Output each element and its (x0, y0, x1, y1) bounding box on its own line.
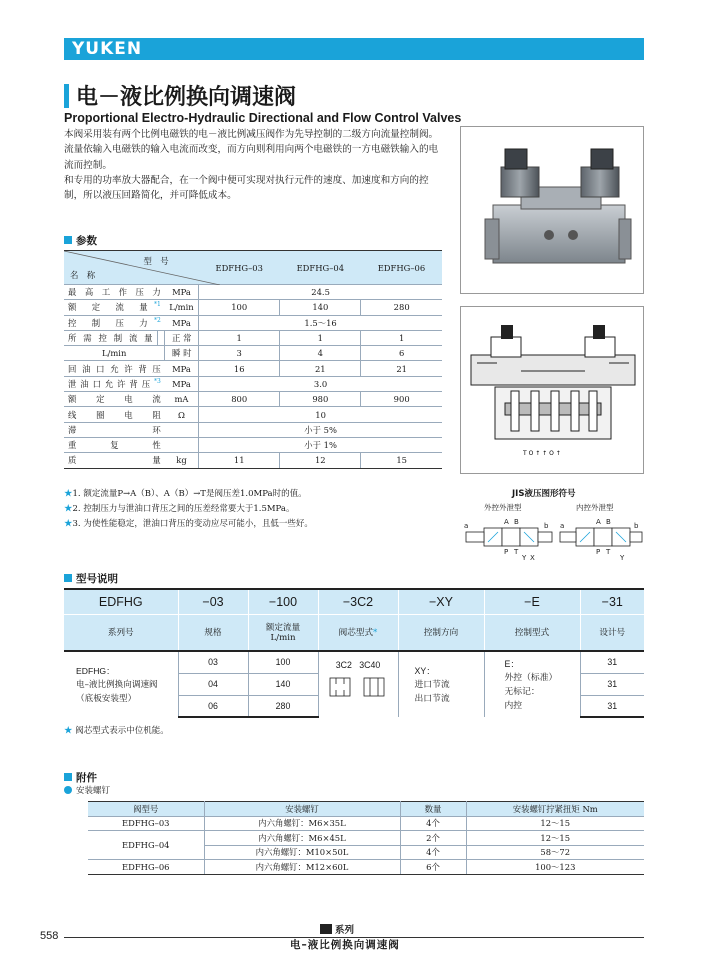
accessory-header: 阀型号 (88, 802, 204, 817)
row-unit: L/min (165, 300, 199, 315)
row-label: L/min (64, 346, 165, 361)
row-value: 800 (199, 392, 280, 407)
intro-text (64, 127, 444, 203)
row-value: 1 (199, 330, 280, 345)
code-cell: −XY (398, 589, 484, 614)
desc-cell: 设计号 (580, 614, 644, 651)
valve-photo-illustration (461, 127, 645, 295)
model-header: EDFHG–03 (199, 251, 280, 285)
page-number: 558 (40, 930, 59, 942)
row-label: 最高工作压力 (64, 285, 165, 300)
accessory-cell: 2个 (400, 831, 466, 846)
code-cell: −31 (580, 589, 644, 614)
ctrl-dir-text: 出口节流 (414, 693, 450, 704)
row-unit (165, 437, 199, 452)
accessory-cell: 100～123 (466, 860, 644, 875)
svg-text:a: a (560, 522, 565, 530)
row-value: 900 (361, 392, 442, 407)
svg-text:Y: Y (522, 554, 527, 562)
accessory-cell: 内六角螺钉：M6×35L (204, 816, 400, 831)
accessory-row (88, 831, 644, 846)
code-row (64, 589, 644, 614)
desc-cell: 控制型式 (484, 614, 580, 651)
model-heading (64, 571, 118, 586)
params-heading (64, 233, 97, 248)
intro-paragraph: 本阀采用装有两个比例电磁铁的电－液比例减压阀作为先导控制的二级方向流量控制阀。 (64, 129, 439, 140)
svg-text:T: T (514, 548, 519, 556)
svg-text:B: B (606, 518, 611, 526)
row-label (64, 300, 165, 315)
row-label (64, 315, 165, 330)
svg-text:B: B (514, 518, 519, 526)
table-row (64, 346, 442, 361)
table-row (64, 300, 442, 315)
accessory-row (88, 816, 644, 831)
row-label: 回油口允许背压 (64, 361, 165, 376)
star-icon: ★ (64, 489, 73, 499)
ctrl-type-code: E： (504, 658, 520, 669)
control-type-cell (484, 651, 580, 717)
accessory-cell: 58～72 (466, 845, 644, 860)
row-value: 11 (199, 453, 280, 468)
header-diagonal-cell (64, 251, 199, 285)
accessory-header: 数量 (400, 802, 466, 817)
svg-text:b: b (634, 522, 639, 530)
ctrl-dir-text: 进口节流 (414, 679, 450, 690)
row-value: 3 (199, 346, 280, 361)
table-row (64, 361, 442, 376)
row-value: 100 (199, 300, 280, 315)
row-value: 4 (280, 346, 361, 361)
jis-internal-label: 内控外泄型 (576, 503, 614, 512)
row-label: 所需控制流量 (64, 330, 157, 345)
param-notes (64, 487, 313, 532)
size-cell: 04 (178, 673, 248, 695)
accessory-sub-label: 安装螺钉 (76, 786, 111, 796)
header-type-label: 型 号 (143, 256, 169, 266)
spool-type: 3C40 (359, 660, 381, 670)
svg-text:A: A (596, 518, 601, 526)
accessory-header: 安装螺钉 (204, 802, 400, 817)
series-code: EDFHG： (76, 665, 115, 676)
accessory-subheading (64, 784, 110, 796)
row-label: 重 复 性 (64, 437, 165, 452)
accessory-cell: 6个 (400, 860, 466, 875)
row-sub-label: 瞬 时 (165, 346, 199, 361)
control-direction-cell (398, 651, 484, 717)
header-name-label: 名 称 (70, 270, 96, 280)
star-icon: * (373, 628, 378, 639)
page-title: 电－液比例换向调速阀 (76, 85, 297, 110)
row-sub-label: 正 常 (165, 330, 199, 345)
row-label: 滞 环 (64, 422, 165, 437)
accessory-heading (64, 770, 97, 785)
code-cell: EDFHG (64, 589, 178, 614)
row-label-text: 泄油口允许背压 (68, 378, 154, 389)
table-row (64, 453, 442, 468)
accessory-header-row (88, 802, 644, 817)
row-value: 1 (280, 330, 361, 345)
desc-cell: 规格 (178, 614, 248, 651)
row-value: 1.5～16 (199, 315, 442, 330)
svg-text:T: T (606, 548, 611, 556)
svg-text:a: a (464, 522, 469, 530)
flow-cell: 280 (248, 695, 318, 717)
table-row (64, 330, 442, 345)
code-cell: −E (484, 589, 580, 614)
desc-cell (318, 614, 398, 651)
accessory-header: 安装螺钉拧紧扭矩 Nm (466, 802, 644, 817)
cross-section-diagram (460, 306, 644, 474)
row-unit: Ω (165, 407, 199, 422)
row-label: 额 定 电 流 (64, 392, 165, 407)
spool-cell (318, 651, 398, 717)
desc-row (64, 614, 644, 651)
product-photo (460, 126, 644, 294)
accessory-cell: 内六角螺钉：M12×60L (204, 860, 400, 875)
header-bar (64, 38, 644, 60)
model-header: EDFHG–04 (280, 251, 361, 285)
row-value: 21 (280, 361, 361, 376)
model-code-table (64, 588, 644, 718)
accessory-cell: 4个 (400, 845, 466, 860)
size-cell: 06 (178, 695, 248, 717)
accessory-cell: 内六角螺钉：M6×45L (204, 831, 400, 846)
star-icon: ★ (64, 726, 76, 736)
svg-text:X: X (530, 554, 535, 562)
row-value: 1 (361, 330, 442, 345)
jis-title: JIS液压图形符号 (512, 489, 576, 499)
table-row (64, 315, 442, 330)
desc-cell: 额定流量 L/min (248, 614, 318, 651)
accessory-cell: 12～15 (466, 831, 644, 846)
accessory-heading-label: 附件 (76, 772, 97, 784)
brand-logo: YUKEN (72, 39, 143, 59)
ctrl-dir-code: XY： (414, 665, 436, 676)
desc-cell: 控制方向 (398, 614, 484, 651)
series-cell (64, 651, 178, 717)
table-row (64, 285, 442, 300)
spool-symbol-icon (320, 674, 396, 700)
heading-square (64, 773, 72, 781)
desc-cell: 系列号 (64, 614, 178, 651)
row-value: 16 (199, 361, 280, 376)
footer-series-label: 系列 (335, 925, 355, 936)
row-value: 24.5 (199, 285, 442, 300)
row-label-text: 额 定 流 量 (68, 302, 154, 313)
jis-symbol-diagram (460, 512, 644, 562)
code-cell: −100 (248, 589, 318, 614)
table-header-row (64, 251, 442, 285)
series-desc: （底板安装型） (76, 693, 137, 704)
bullet-icon (64, 786, 72, 794)
accessory-cell: 内六角螺钉：M10×50L (204, 845, 400, 860)
row-unit: MPa (165, 315, 199, 330)
row-label: 质 量 (64, 453, 165, 468)
ctrl-type-text: 外控（标准） (504, 672, 558, 683)
heading-square (64, 574, 72, 582)
flow-cell: 140 (248, 673, 318, 695)
jis-external-label: 外控外泄型 (484, 503, 522, 512)
model-header: EDFHG–06 (361, 251, 442, 285)
accessory-cell: 4个 (400, 816, 466, 831)
note-ref: *2 (153, 316, 161, 324)
intro-paragraph: 流量依输入电磁铁的输入电流而改变，而方向则利用向两个电磁铁的一方电磁铁输入的电流而控制。 (64, 144, 439, 171)
svg-text:A: A (504, 518, 509, 526)
row-value: 小于 5% (199, 422, 442, 437)
spool-type: 3C2 (335, 660, 352, 670)
model-body-row (64, 651, 644, 673)
code-cell: −03 (178, 589, 248, 614)
note-text: 2. 控制压力与泄油口背压之间的压差经常要大于1.5MPa。 (72, 504, 295, 514)
series-desc: 电–液比例换向调速阀 (76, 679, 158, 690)
row-label: 线 圈 电 阻 (64, 407, 165, 422)
row-label-text: 控 制 压 力 (68, 317, 154, 328)
svg-text:b: b (544, 522, 549, 530)
accessory-cell: EDFHG–03 (88, 816, 204, 831)
design-cell: 31 (580, 673, 644, 695)
note-item (64, 487, 313, 502)
accessory-cell: EDFHG–04 (88, 831, 204, 860)
row-unit: MPa (165, 361, 199, 376)
row-value: 21 (361, 361, 442, 376)
svg-text:P: P (504, 548, 509, 556)
table-row (64, 407, 442, 422)
accessory-row (88, 860, 644, 875)
row-value: 10 (199, 407, 442, 422)
table-row (64, 392, 442, 407)
heading-square (64, 236, 72, 244)
accessory-table (88, 801, 644, 875)
svg-text:T O ↑ ↑ O ↑: T O ↑ ↑ O ↑ (523, 450, 561, 457)
row-value: 6 (361, 346, 442, 361)
row-value: 3.0 (199, 376, 442, 391)
footer-series (320, 922, 354, 936)
model-footnote-text: 阀芯型式表示中位机能。 (75, 726, 169, 736)
ctrl-type-code: 无标记： (504, 686, 540, 697)
note-ref: *3 (153, 378, 161, 386)
desc-text: 阀芯型式 (338, 628, 374, 639)
note-ref: *1 (153, 301, 161, 309)
series-logo-icon (320, 924, 332, 934)
row-value: 280 (361, 300, 442, 315)
model-heading-label: 型号说明 (76, 573, 118, 585)
row-sub-label (157, 330, 165, 345)
accessory-cell: 12～15 (466, 816, 644, 831)
size-cell: 03 (178, 651, 248, 673)
ctrl-type-text: 内控 (504, 700, 523, 711)
row-unit (165, 422, 199, 437)
code-cell: −3C2 (318, 589, 398, 614)
row-unit: kg (165, 453, 199, 468)
row-value: 140 (280, 300, 361, 315)
note-text: 1. 额定流量P→A（B）、A（B）→T是阀压差1.0MPa时的值。 (72, 489, 307, 499)
svg-text:P: P (596, 548, 601, 556)
row-unit: mA (165, 392, 199, 407)
model-footnote (64, 724, 169, 736)
accessory-cell: EDFHG–06 (88, 860, 204, 875)
intro-paragraph: 和专用的功率放大器配合，在一个阀中便可实现对执行元件的速度、加速度和方向的控制，所以液压回路简化，并可降低成本。 (64, 174, 429, 202)
row-value: 12 (280, 453, 361, 468)
page-subtitle: Proportional Electro-Hydraulic Directional and Flow Control Valves (64, 111, 462, 125)
footer-title: 电–液比例换向调速阀 (290, 939, 400, 951)
row-value: 小于 1% (199, 437, 442, 452)
note-item (64, 517, 313, 532)
svg-text:Y: Y (620, 554, 625, 562)
title-accent (64, 84, 69, 108)
table-row (64, 376, 442, 391)
row-value: 980 (280, 392, 361, 407)
note-text: 3. 为使性能稳定，泄油口背压的变动应尽可能小，且低一些好。 (72, 519, 313, 529)
params-table (64, 250, 442, 469)
design-cell: 31 (580, 651, 644, 673)
row-label (64, 376, 165, 391)
row-unit: MPa (165, 376, 199, 391)
cross-section-illustration (461, 307, 645, 475)
table-row (64, 437, 442, 452)
table-row (64, 422, 442, 437)
row-unit: MPa (165, 285, 199, 300)
star-icon: ★ (64, 504, 73, 514)
star-icon: ★ (64, 519, 73, 529)
params-heading-label: 参数 (76, 235, 97, 247)
design-cell: 31 (580, 695, 644, 717)
row-value: 15 (361, 453, 442, 468)
flow-cell: 100 (248, 651, 318, 673)
note-item (64, 502, 313, 517)
